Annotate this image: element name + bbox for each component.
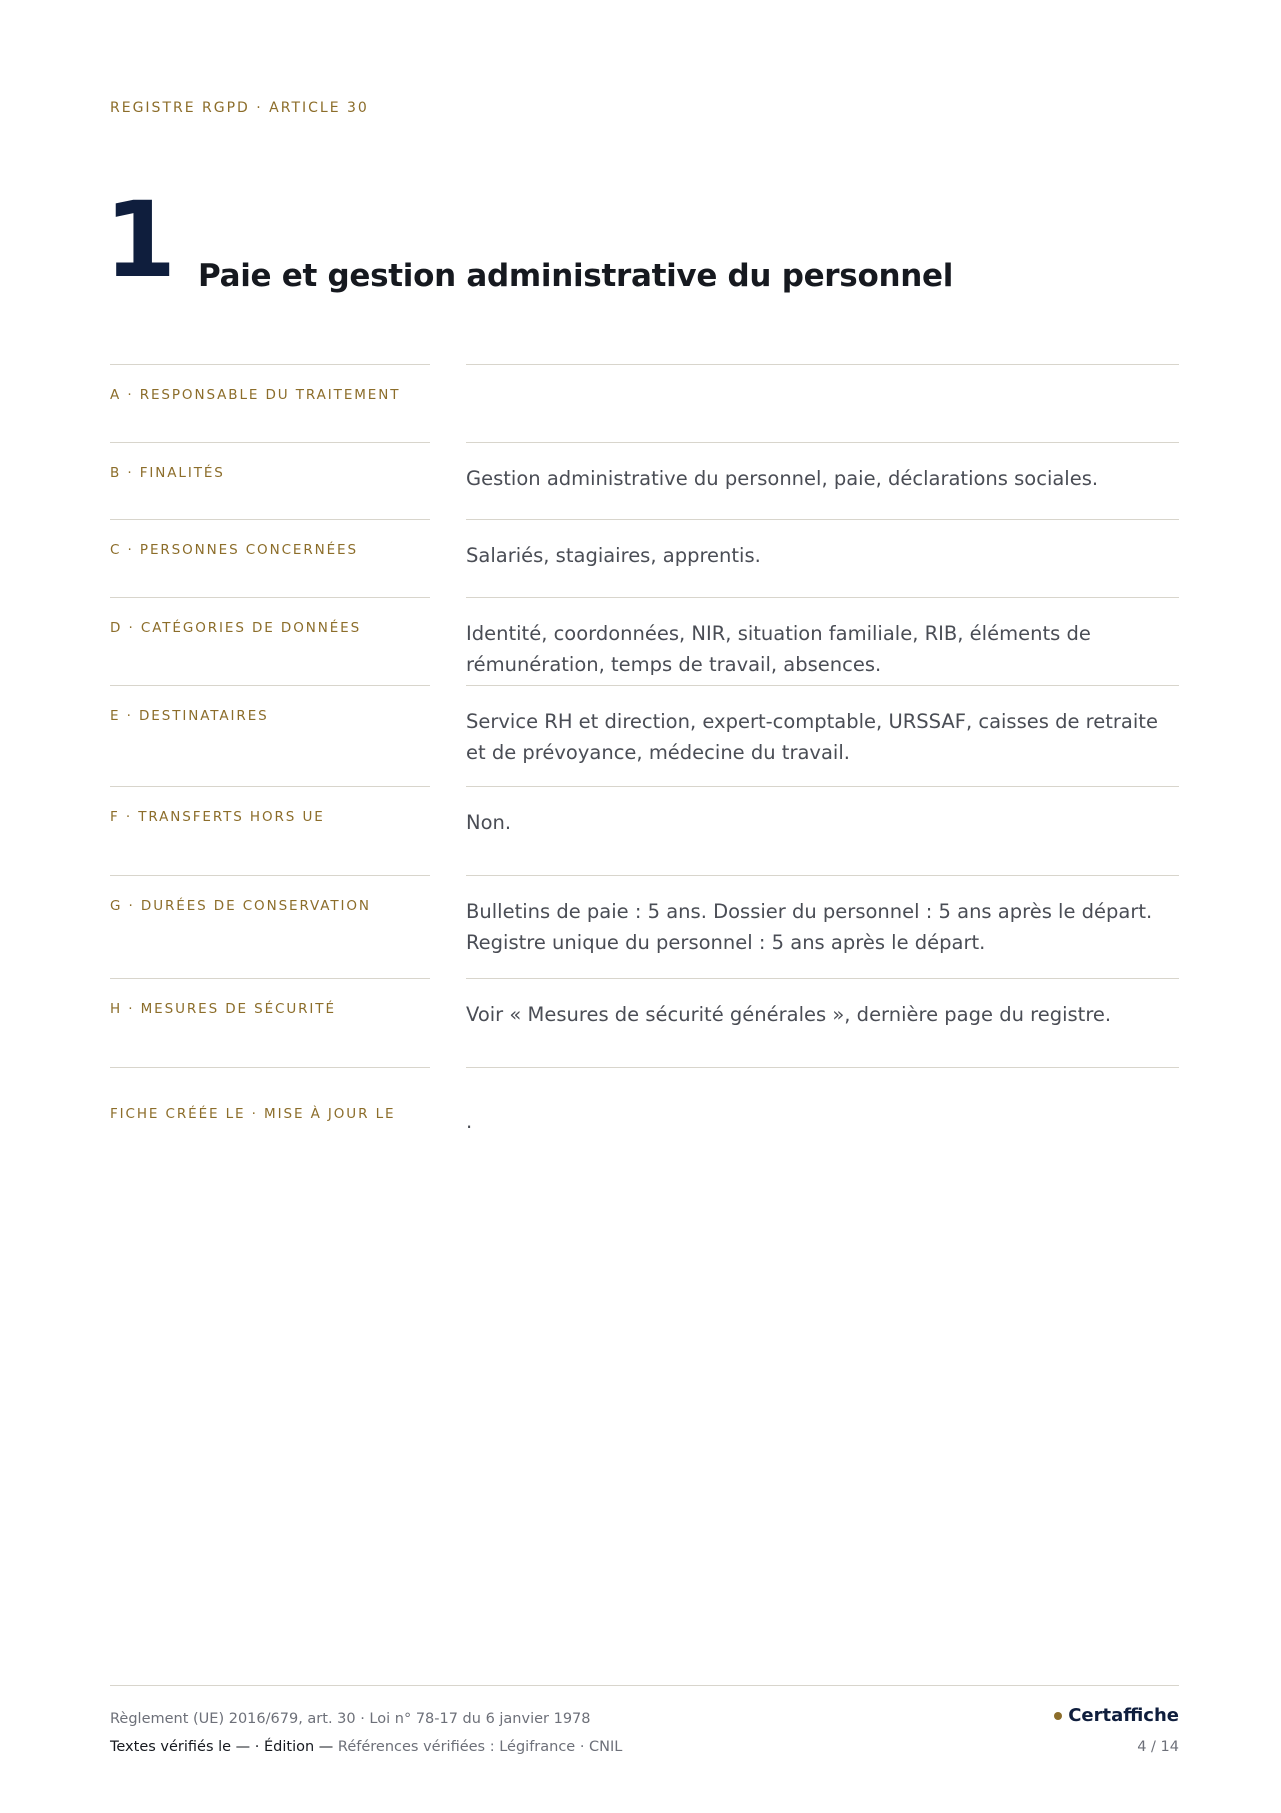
page-number: 4 / 14 [1137, 1739, 1179, 1755]
field-row-destinataires [110, 685, 1179, 786]
field-label: A · RESPONSABLE DU TRAITEMENT [110, 364, 430, 442]
register-fields [110, 364, 1179, 1147]
field-row-responsable [110, 364, 1179, 442]
field-value: Non. [466, 786, 1179, 875]
field-row-categories [110, 597, 1179, 685]
field-label: E · DESTINATAIRES [110, 685, 430, 786]
field-label: F · TRANSFERTS HORS UE [110, 786, 430, 875]
field-value: Salariés, stagiaires, apprentis. [466, 519, 1179, 597]
footer-verified-label: Textes vérifiés le — · Édition — [110, 1739, 334, 1755]
field-value: Voir « Mesures de sécurité générales », dernière page du registre. [466, 978, 1179, 1067]
field-row-securite [110, 978, 1179, 1067]
field-label: G · DURÉES DE CONSERVATION [110, 875, 430, 978]
footer-legal-reference: Règlement (UE) 2016/679, art. 30 · Loi n° 78-17 du 6 janvier 1978 [110, 1711, 591, 1727]
field-label: B · FINALITÉS [110, 442, 430, 519]
field-value: Identité, coordonnées, NIR, situation familiale, RIB, éléments de rémunération, temps de travail, absences. [466, 597, 1179, 685]
field-label: D · CATÉGORIES DE DONNÉES [110, 597, 430, 685]
field-row-conservation [110, 875, 1179, 978]
field-value [466, 364, 1179, 442]
brand-name: Certaffiche [1068, 1705, 1179, 1726]
footer-verified-refs: Références vérifiées : Légifrance · CNIL [337, 1739, 623, 1755]
footer-divider [110, 1685, 1179, 1686]
brand-dot-icon [1054, 1712, 1062, 1720]
field-label: H · MESURES DE SÉCURITÉ [110, 978, 430, 1067]
field-row-finalites [110, 442, 1179, 519]
footer-verification [110, 1739, 622, 1755]
field-value: Gestion administrative du personnel, paie, déclarations sociales. [466, 442, 1179, 519]
document-eyebrow: REGISTRE RGPD · ARTICLE 30 [110, 100, 369, 116]
field-label: FICHE CRÉÉE LE · MISE À JOUR LE [110, 1067, 430, 1147]
field-row-dates [110, 1067, 1179, 1147]
section-title: Paie et gestion administrative du personnel [198, 258, 954, 294]
field-value: Bulletins de paie : 5 ans. Dossier du personnel : 5 ans après le départ. Registre unique du personnel : 5 ans après le départ. [466, 875, 1179, 978]
section-number: 1 [104, 179, 173, 301]
field-value: . [466, 1067, 1179, 1147]
brand-logo [1054, 1705, 1179, 1726]
field-row-transferts [110, 786, 1179, 875]
field-value: Service RH et direction, expert-comptable, URSSAF, caisses de retraite et de prévoyance, médecine du travail. [466, 685, 1179, 786]
field-row-personnes [110, 519, 1179, 597]
field-label: C · PERSONNES CONCERNÉES [110, 519, 430, 597]
